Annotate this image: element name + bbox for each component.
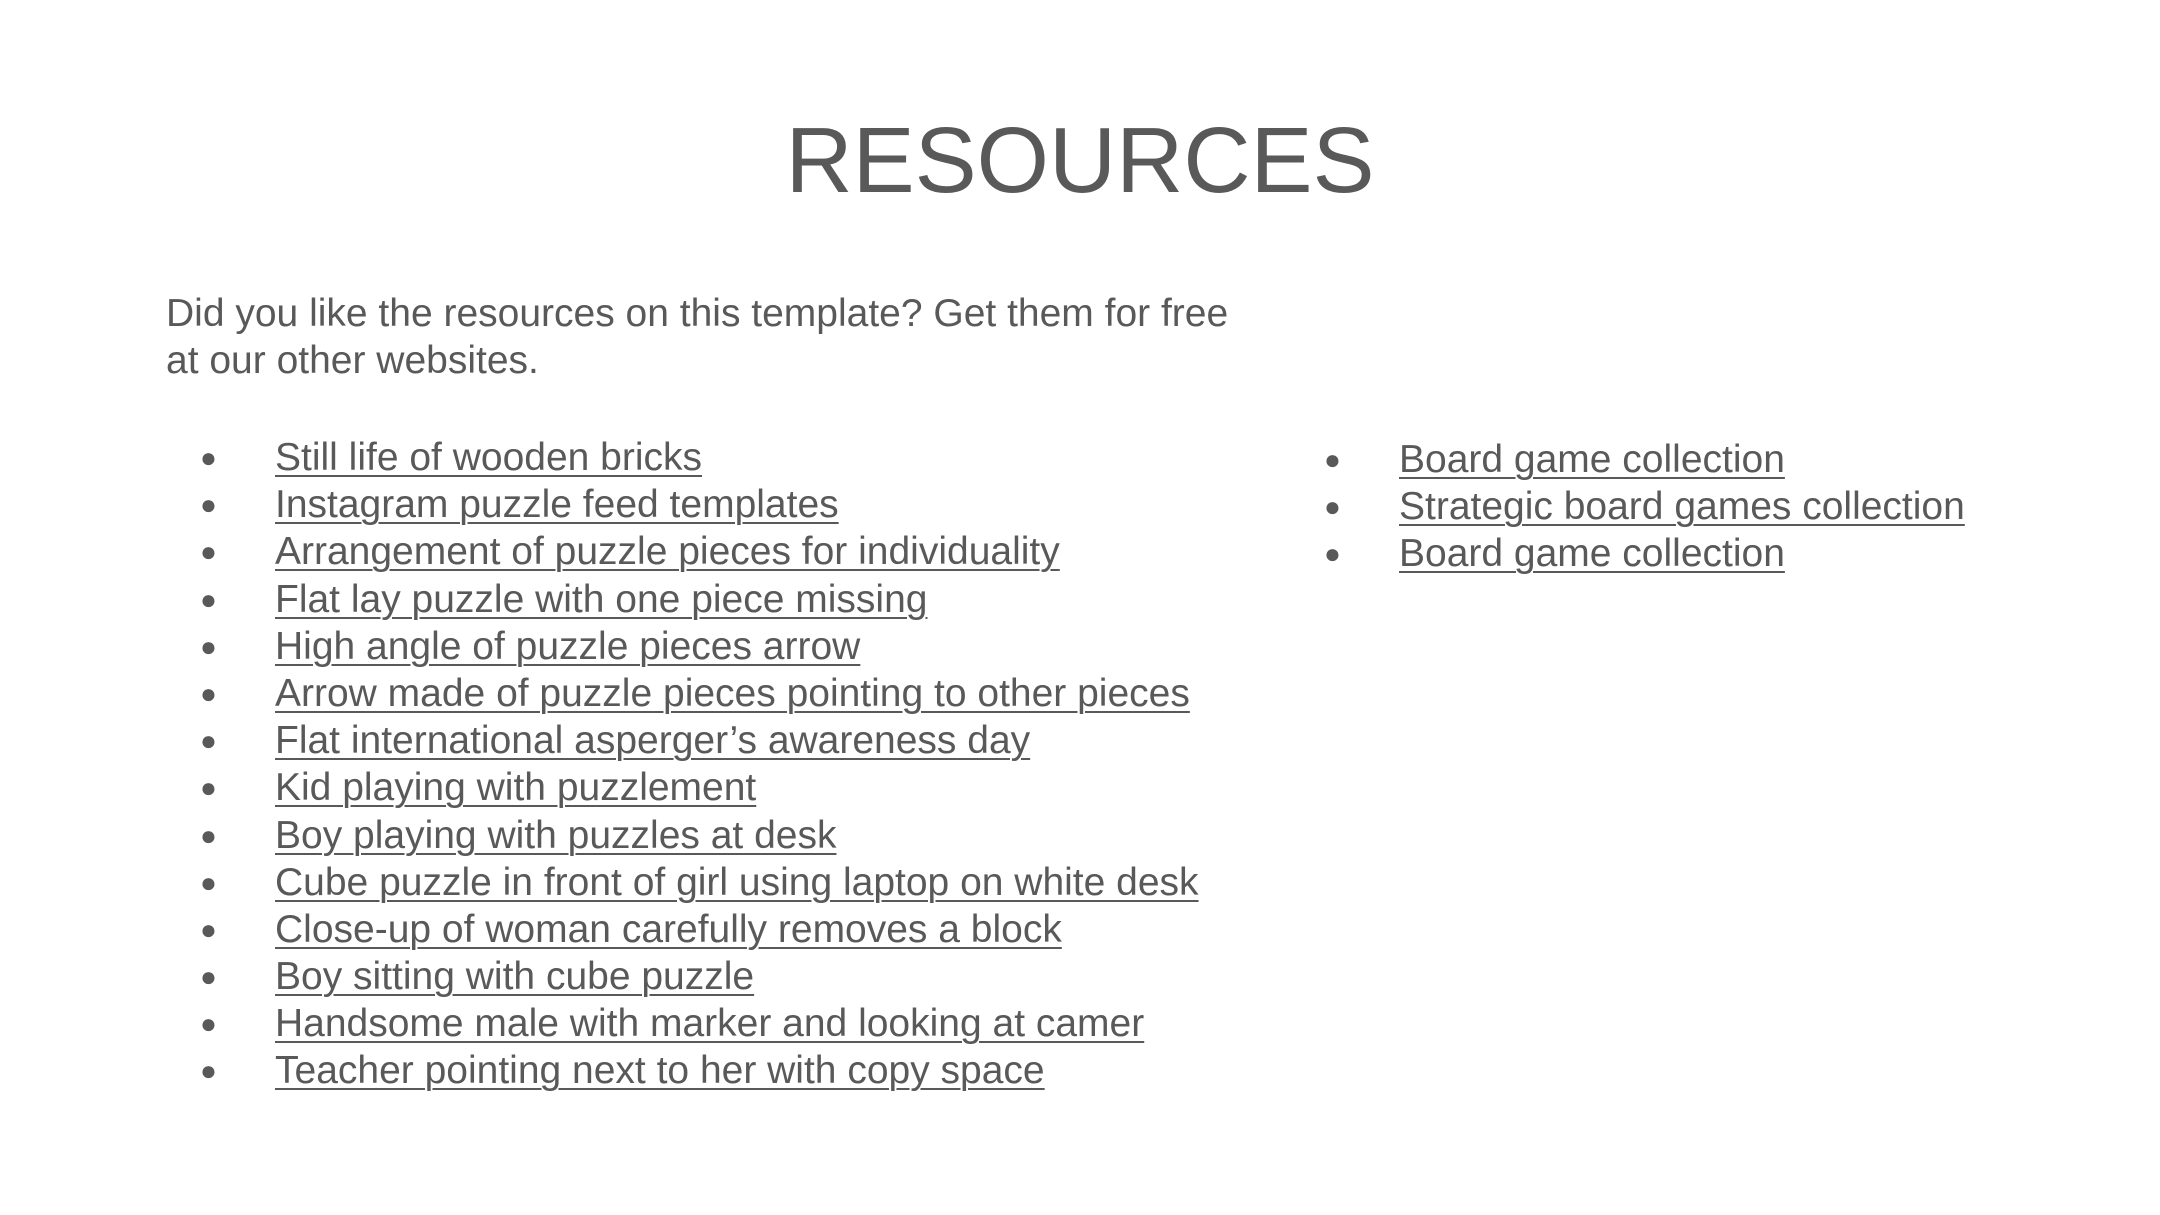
bullet-icon: ● [200,442,217,473]
list-item [200,528,1300,575]
bullet-icon: ● [200,1055,217,1087]
list-item [1324,530,2124,577]
list-item [200,670,1300,717]
bullet-icon: ● [200,866,217,898]
bullet-icon: ● [200,961,217,993]
resource-link[interactable]: Teacher pointing next to her with copy space [275,1049,1045,1093]
resource-link[interactable]: Flat international asperger’s awareness day [275,719,1031,763]
resource-link[interactable]: Boy sitting with cube puzzle [275,955,755,999]
resource-link[interactable]: Cube puzzle in front of girl using laptop on white desk [275,860,1199,904]
list-item [200,434,1300,481]
resource-list-left [200,434,1300,1095]
bullet-icon: ● [200,536,217,568]
list-item [200,481,1300,528]
resource-link[interactable]: Board game collection [1399,438,1785,481]
resource-link[interactable]: Handsome male with marker and looking at camer [275,1002,1145,1046]
resource-link[interactable]: Board game collection [1399,532,1785,576]
bullet-icon: ● [1324,538,1341,570]
resource-link[interactable]: Kid playing with puzzlement [275,766,757,810]
resource-link[interactable]: Arrow made of puzzle pieces pointing to other pieces [275,671,1190,715]
slide-title: RESOURCES [785,108,1375,212]
list-item [1324,483,2124,530]
resource-link[interactable]: Still life of wooden bricks [275,436,703,479]
resource-link[interactable]: Flat lay puzzle with one piece missing [275,577,928,621]
bullet-icon: ● [200,630,217,662]
bullet-icon: ● [200,583,217,615]
intro-line-2: at our other websites. [166,339,539,382]
resource-list-right [1324,436,2124,578]
list-item [200,859,1300,906]
bullet-icon: ● [200,1008,217,1040]
list-item [200,717,1300,764]
list-item [200,623,1300,670]
bullet-icon: ● [200,913,217,945]
list-item [200,953,1300,1000]
bullet-icon: ● [200,489,217,521]
bullet-icon: ● [200,677,217,709]
resource-link[interactable]: Close-up of woman carefully removes a block [275,907,1062,951]
list-item [200,1000,1300,1047]
list-item [200,764,1300,811]
list-item [200,906,1300,953]
bullet-icon: ● [200,772,217,804]
resource-link[interactable]: Instagram puzzle feed templates [275,483,839,527]
resource-link[interactable]: High angle of puzzle pieces arrow [275,624,861,668]
resource-link[interactable]: Boy playing with puzzles at desk [275,813,837,857]
bullet-icon: ● [200,725,217,757]
intro-text [166,290,1286,384]
list-item [1324,436,2124,483]
resource-link[interactable]: Strategic board games collection [1399,485,1965,529]
resource-link[interactable]: Arrangement of puzzle pieces for individuality [275,530,1060,574]
list-item [200,1047,1300,1094]
list-item [200,576,1300,623]
list-item [200,812,1300,859]
bullet-icon: ● [200,819,217,851]
bullet-icon: ● [1324,444,1341,475]
intro-line-1: Did you like the resources on this template? Get them for free [166,292,1229,335]
bullet-icon: ● [1324,491,1341,523]
